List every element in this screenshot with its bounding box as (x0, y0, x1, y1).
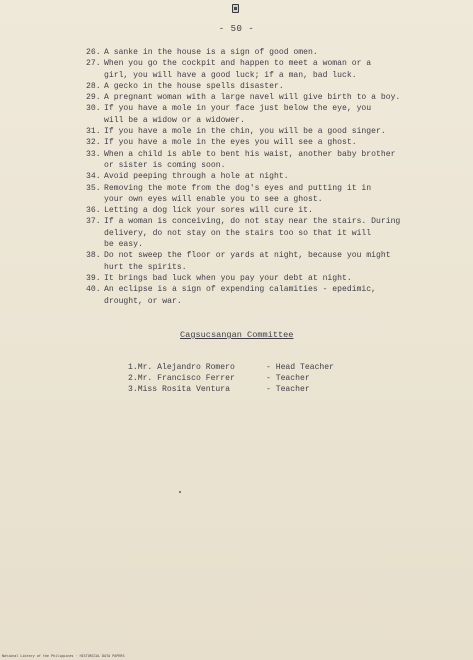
paper-speck (179, 491, 181, 493)
item-text: Letting a dog lick your sores will cure it. (104, 206, 313, 216)
list-item (86, 216, 446, 250)
item-text: A sanke in the house is a sign of good omen. (104, 48, 318, 57)
item-number: 31. (86, 127, 101, 137)
committee-member (128, 373, 388, 384)
item-number: 37. (86, 217, 101, 227)
item-text: A pregnant woman with a large navel will give birth to a boy. (104, 93, 401, 103)
item-text: It brings bad luck when you pay your debt at night. (104, 273, 352, 283)
list-item (86, 137, 446, 148)
list-item (86, 171, 446, 182)
committee-members (128, 362, 388, 395)
superstition-list (86, 47, 446, 307)
member-role: - Teacher (266, 374, 310, 383)
list-item (86, 205, 446, 216)
list-item (86, 81, 446, 92)
item-number: 30. (86, 104, 101, 114)
item-text: When a child is able to bent his waist, another baby brother or sister is coming soon. (104, 149, 396, 170)
item-text: A gecko in the house spells disaster. (104, 81, 284, 91)
item-number: 39. (86, 273, 101, 283)
item-text: An eclipse is a sign of expending calamities - epedimic, drought, or war. (104, 285, 376, 306)
list-item (86, 284, 446, 307)
list-item (86, 250, 446, 273)
member-name: 3.Miss Rosita Ventura (128, 385, 230, 394)
item-text: If a woman is conceiving, do not stay near the stairs. During delivery, do not stay on the stairs too so that it will be easy. (104, 217, 401, 250)
item-text: Do not sweep the floor or yards at night, because you might hurt the spirits. (104, 251, 391, 272)
item-number: 40. (86, 285, 101, 295)
list-item (86, 92, 446, 103)
item-text: Removing the mote from the dog's eyes and putting it in your own eyes will enable you to see a ghost. (104, 183, 372, 204)
item-text: If you have a mole in the chin, you will be a good singer. (104, 127, 386, 137)
item-number: 27. (86, 59, 101, 69)
committee-heading: Cagsucsangan Committee (180, 330, 294, 340)
list-item (86, 58, 446, 81)
item-text: When you go the cockpit and happen to meet a woman or a girl, you will have a good luck; if a man, bad luck. (104, 59, 372, 80)
list-item (86, 126, 446, 137)
member-role: - Head Teacher (266, 363, 334, 372)
item-text: If you have a mole in the eyes you will see a ghost. (104, 138, 357, 148)
list-item (86, 47, 446, 58)
item-number: 36. (86, 206, 101, 216)
list-item (86, 103, 446, 126)
list-item (86, 183, 446, 206)
committee-member (128, 362, 388, 373)
item-number: 38. (86, 251, 101, 261)
item-number: 35. (86, 183, 101, 193)
archive-footer: National Library of the Philippines · HISTORICAL DATA PAPERS (2, 654, 125, 658)
item-number: 32. (86, 138, 101, 148)
item-number: 26. (86, 48, 101, 57)
page-number: - 50 - (218, 24, 255, 34)
binder-clip-icon (232, 4, 239, 13)
member-role: - Teacher (266, 385, 310, 394)
item-number: 29. (86, 93, 101, 103)
item-text: Avoid peeping through a hole at night. (104, 172, 289, 182)
list-item (86, 149, 446, 172)
member-name: 1.Mr. Alejandro Romero (128, 363, 235, 372)
committee-member (128, 384, 388, 395)
item-number: 34. (86, 172, 101, 182)
item-number: 33. (86, 149, 101, 159)
member-name: 2.Mr. Francisco Ferrer (128, 374, 235, 383)
item-number: 28. (86, 81, 101, 91)
item-text: If you have a mole in your face just below the eye, you will be a widow or a widower. (104, 104, 372, 125)
list-item (86, 273, 446, 284)
